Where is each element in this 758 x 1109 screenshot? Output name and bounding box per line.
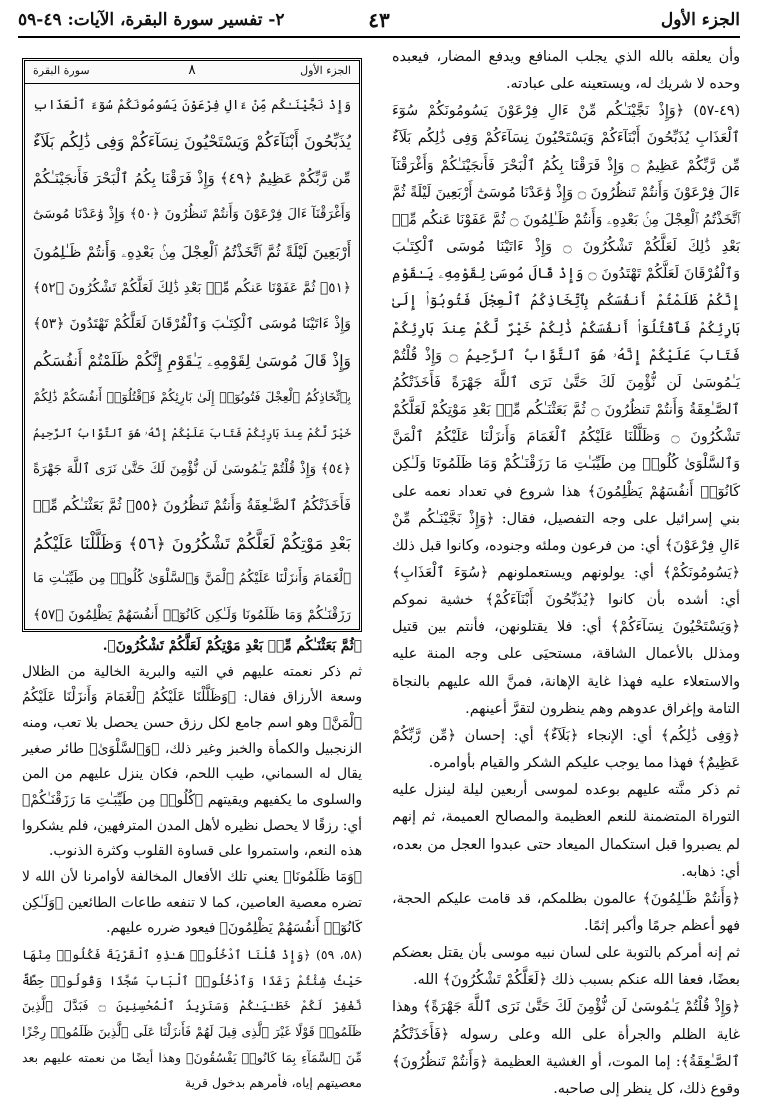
paragraph: ﴿وَفِى ذَٰلِكُم﴾ أي: الإنجاء ﴿بَلَآءٌ﴾ أي: إحسان ﴿مِّن رَّبِّكُمْ عَظِيمٌ﴾ فهذا مما يوجب عليكم الشكر والقيام بأوامره. (392, 727, 740, 772)
paragraph: ﴿وَإِذْ قُلْتُمْ يَـٰمُوسَىٰ لَن نُّؤْمِنَ لَكَ حَتَّىٰ نَرَى ٱللَّهَ جَهْرَةً﴾ وهذا غاية الظلم والجرأة على الله وعلى رسوله ﴿فَأَخَذَتْكُمُ ٱلصَّـٰعِقَةُ﴾: إما الموت، أو الغشية العظيمة ﴿وَأَنتُمْ تَنظُرُونَ﴾ وقوع ذلك، كل ينظر إلى صاحبه. (392, 999, 740, 1097)
paragraph: ﴿وَمَا ظَلَمُونَا﴾ يعني تلك الأفعال المخالفة لأوامرنا لأن الله لا تضره معصية العاصين، كما لا تنفعه طاعات الطائعين ﴿وَلَـٰكِن كَانُوٓا۟ أَنفُسَهُمْ يَظْلِمُونَ﴾ فيعود ضرره عليهم. (22, 868, 362, 937)
mushaf-line: خَيْرٌ لَّكُمْ عِندَ بَارِئِكُمْ فَتَابَ عَلَيْكُمْ إِنَّهُۥ هُوَ ٱلتَّوَّابُ ٱلرَّحِيمُ (33, 426, 351, 440)
paragraph: ثم ذكر نعمته عليهم في التيه والبرية الخالية من الظلال وسعة الأرزاق فقال: ﴿وَظَلَّلْنَا عَلَيْكُمُ ٱلْغَمَامَ وَأَنزَلْنَا عَلَيْكُمُ ٱلْمَنَّ﴾ وهو اسم جامع لكل رزق حسن يحصل بلا تعب، ومنه الزنجبيل والكمأة والخبز وغير ذلك، ﴿وَٱلسَّلْوَىٰ﴾ طائر صغير يقال له السماني، طيب اللحم، فكان ينزل عليهم من المن والسلوى ما يكفيهم ويقيتهم ﴿كُلُوا۟ مِن طَيِّبَـٰتِ مَا رَزَقْنَـٰكُمْ﴾ أي: رزقًا لا يحصل نظيره لأهل المدن المترفهين، فلم يشكروا هذه النعم، واستمروا على قساوة القلوب وكثرة الذنوب. (22, 663, 362, 860)
mushaf-line: فَأَخَذَتْكُمُ ٱلصَّـٰعِقَةُ وَأَنتُمْ تَنظُرُونَ ﴿٥٥﴾ ثُمَّ بَعَثْنَـٰكُم مِّنۢ (33, 498, 351, 515)
mushaf-line: مِّن رَّبِّكُمْ عَظِيمٌ ﴿٤٩﴾ وَإِذْ فَرَقْنَا بِكُمُ ٱلْبَحْرَ فَأَنجَيْنَـٰكُمْ (33, 169, 351, 187)
mushaf-line: وَأَغْرَقْنَآ ءَالَ فِرْعَوْنَ وَأَنتُمْ تَنظُرُونَ ﴿٥٠﴾ وَإِذْ وَٰعَدْنَا مُوسَىٰٓ (33, 207, 351, 223)
mushaf-line: رَزَقْنَـٰكُمْ وَمَا ظَلَمُونَا وَلَـٰكِن كَانُوٓا۟ أَنفُسَهُمْ يَظْلِمُونَ ﴿٥٧﴾ (33, 607, 351, 623)
page-header (18, 6, 740, 38)
paragraph: (٤٩-٥٧) ﴿وَإِذْ نَجَّيْنَـٰكُم مِّنْ ءَالِ فِرْعَوْنَ يَسُومُونَكُمْ سُوٓءَ ٱلْعَذَابِ يُذَبِّحُونَ أَبْنَآءَكُمْ وَيَسْتَحْيُونَ نِسَآءَكُمْ وَفِى ذَٰلِكُم بَلَآءٌ مِّن رَّبِّكُمْ عَظِيمٌ ۝ وَإِذْ فَرَقْنَا بِكُمُ ٱلْبَحْرَ فَأَنجَيْنَـٰكُمْ وَأَغْرَقْنَآ ءَالَ فِرْعَوْنَ وَأَنتُمْ تَنظُرُونَ ۝ وَإِذْ وَٰعَدْنَا مُوسَىٰٓ أَرْبَعِينَ لَيْلَةً ثُمَّ ٱتَّخَذْتُمُ ٱلْعِجْلَ مِنۢ بَعْدِهِۦ وَأَنتُمْ ظَـٰلِمُونَ ۝ ثُمَّ عَفَوْنَا عَنكُم مِّنۢ بَعْدِ ذَٰلِكَ لَعَلَّكُمْ تَشْكُرُونَ ۝ وَإِذْ ءَاتَيْنَا مُوسَى ٱلْكِتَـٰبَ وَٱلْفُرْقَانَ لَعَلَّكُمْ تَهْتَدُونَ ۝ وَإِذْ قَالَ مُوسَىٰ لِقَوْمِهِۦ يَـٰقَوْمِ إِنَّكُمْ ظَلَمْتُمْ أَنفُسَكُم بِٱتِّخَاذِكُمُ ٱلْعِجْلَ فَتُوبُوٓا۟ إِلَىٰ بَارِئِكُمْ فَٱقْتُلُوٓا۟ أَنفُسَكُمْ ذَٰلِكُمْ خَيْرٌ لَّكُمْ عِندَ بَارِئِكُمْ فَتَابَ عَلَيْكُمْ إِنَّهُۥ هُوَ ٱلتَّوَّابُ ٱلرَّحِيمُ ۝ وَإِذْ قُلْتُمْ يَـٰمُوسَىٰ لَن نُّؤْمِنَ لَكَ حَتَّىٰ نَرَى ٱللَّهَ جَهْرَةً فَأَخَذَتْكُمُ ٱلصَّـٰعِقَةُ وَأَنتُمْ تَنظُرُونَ ۝ ثُمَّ بَعَثْنَـٰكُم مِّنۢ بَعْدِ مَوْتِكُمْ لَعَلَّكُمْ تَشْكُرُونَ ۝ وَظَلَّلْنَا عَلَيْكُمُ ٱلْغَمَامَ وَأَنزَلْنَا عَلَيْكُمُ ٱلْمَنَّ وَٱلسَّلْوَىٰ كُلُوا۟ مِن طَيِّبَـٰتِ مَا رَزَقْنَـٰكُمْ وَمَا ظَلَمُونَا وَلَـٰكِن كَانُوٓا۟ أَنفُسَهُمْ يَظْلِمُونَ﴾ هذا شروع في تعداد نعمه على بني إسرائيل على وجه التفصيل، فقال: ﴿وَإِذْ نَجَّيْنَـٰكُم مِّنْ ءَالِ فِرْعَوْنَ﴾ أي: من فرعون وملئه وجنوده، وكانوا قبل ذلك ﴿يَسُومُونَكُمْ﴾ أي: يولونهم ويستعملونهم ﴿سُوٓءَ ٱلْعَذَابِ﴾ أي: أشده بأن كانوا ﴿يُذَبِّحُونَ أَبْنَآءَكُمْ﴾ خشية نموكم ﴿وَيَسْتَحْيُونَ نِسَآءَكُمْ﴾ أي: فلا يقتلونهن، فأنتم بين قتيل ومذلل بالأعمال الشاقة، مستحيَى على وجه المنة عليه والاستعلاء عليه فهذا غاية الإهانة، فمنَّ الله عليهم بالنجاة التامة وإغراق عدوهم وهم ينظرون لتقرَّ أعينهم. (392, 103, 741, 717)
page-number: ٤٣ (368, 8, 390, 32)
right-column (392, 44, 740, 1103)
paragraph: ﴿وَأَنتُمْ ظَـٰلِمُونَ﴾ عالمون بظلمكم، قد قامت عليكم الحجة، فهو أعظم جرمًا وأكبر إثمًا. (392, 890, 740, 934)
mushaf-juz-label: الجزء الأول (300, 64, 351, 77)
mushaf-line: بَعْدِ مَوْتِكُمْ لَعَلَّكُمْ تَشْكُرُونَ ﴿٥٦﴾ وَظَلَّلْنَا عَلَيْكُمُ (33, 532, 351, 553)
mushaf-page-number: ٨ (188, 62, 196, 78)
mushaf-line: وَإِذْ قَالَ مُوسَىٰ لِقَوْمِهِۦ يَـٰقَوْمِ إِنَّكُمْ ظَلَمْتُمْ أَنفُسَكُم (33, 351, 351, 370)
header-volume: الجزء الأول (660, 10, 740, 30)
header-section-title: ٢- تفسير سورة البقرة، الآيات: ٤٩-٥٩ (18, 10, 285, 30)
mushaf-surah-label: سورة البقرة (33, 64, 90, 77)
mushaf-text (25, 84, 359, 638)
mushaf-line: ﴿٥٤﴾ وَإِذْ قُلْتُمْ يَـٰمُوسَىٰ لَن نُّؤْمِنَ لَكَ حَتَّىٰ نَرَى ٱللَّهَ جَهْرَةً (33, 462, 351, 478)
left-column (22, 634, 362, 1096)
mushaf-line: بِٱتِّخَاذِكُمُ ٱلْعِجْلَ فَتُوبُوٓا۟ إِلَىٰ بَارِئِكُمْ فَٱقْتُلُوٓا۟ أَنفُسَكُمْ ذَٰلِكُمْ (33, 389, 351, 405)
mushaf-page-frame (22, 58, 362, 632)
mushaf-line: ﴿٥١﴾ ثُمَّ عَفَوْنَا عَنكُم مِّنۢ بَعْدِ ذَٰلِكَ لَعَلَّكُمْ تَشْكُرُونَ ﴿٥٢﴾ (33, 280, 351, 297)
mushaf-line: يُذَبِّحُونَ أَبْنَآءَكُمْ وَيَسْتَحْيُونَ نِسَآءَكُمْ وَفِى ذَٰلِكُم بَلَآءٌ (33, 132, 351, 152)
mushaf-line: ٱلْغَمَامَ وَأَنزَلْنَا عَلَيْكُمُ ٱلْمَنَّ وَٱلسَّلْوَىٰ كُلُوا۟ مِن طَيِّبَـٰتِ مَا (33, 571, 351, 587)
mushaf-header (25, 61, 359, 84)
mushaf-line: أَرْبَعِينَ لَيْلَةً ثُمَّ ٱتَّخَذْتُمُ ٱلْعِجْلَ مِنۢ بَعْدِهِۦ وَأَنتُمْ ظَـٰلِمُونَ (33, 242, 351, 261)
mushaf-line: وَإِذْ ءَاتَيْنَا مُوسَى ٱلْكِتَـٰبَ وَٱلْفُرْقَانَ لَعَلَّكُمْ تَهْتَدُونَ ﴿٥٣﴾ (33, 316, 351, 333)
paragraph: وأن يعلقه بالله الذي يجلب المنافع ويدفع المضار، فيعبده وحده لا شريك له، ويستعينه على عبادته. (392, 49, 740, 93)
paragraph: ﴿ثُمَّ بَعَثْنَـٰكُم مِّنۢ بَعْدِ مَوْتِكُمْ لَعَلَّكُمْ تَشْكُرُونَ﴾. (102, 638, 362, 654)
paragraph: ثم ذكر منَّته عليهم بوعده لموسى أربعين ليلة لينزل عليه التوراة المتضمنة للنعم العظيمة والمصالح العميمة، ثم إنهم لم يصبروا قبل استكمال الميعاد حتى عبدوا العجل من بعده، أي: ذهابه. (392, 782, 740, 880)
paragraph: ثم إنه أمركم بالتوبة على لسان نبيه موسى بأن يقتل بعضكم بعضًا، فعفا الله عنكم بسبب ذلك ﴿لَعَلَّكُمْ تَشْكُرُونَ﴾ الله. (392, 945, 740, 989)
paragraph: (٥٨، ٥٩) ﴿وَإِذْ قُلْنَا ٱدْخُلُوا۟ هَـٰذِهِ ٱلْقَرْيَةَ فَكُلُوا۟ مِنْهَا حَيْثُ شِئْتُمْ رَغَدًا وَٱدْخُلُوا۟ ٱلْبَابَ سُجَّدًا وَقُولُوا۟ حِطَّةٌ نَّغْفِرْ لَكُمْ خَطَـٰيَـٰكُمْ وَسَنَزِيدُ ٱلْمُحْسِنِينَ ۝ فَبَدَّلَ ٱلَّذِينَ ظَلَمُوا۟ قَوْلًا غَيْرَ ٱلَّذِى قِيلَ لَهُمْ فَأَنزَلْنَا عَلَى ٱلَّذِينَ ظَلَمُوا۟ رِجْزًا مِّنَ ٱلسَّمَآءِ بِمَا كَانُوا۟ يَفْسُقُونَ﴾ وهذا أيضًا من نعمته عليهم بعد معصيتهم إياه، فأمرهم بدخول قرية (22, 946, 362, 1091)
mushaf-line: وَإِذْ نَجَّيْنَـٰكُم مِّنْ ءَالِ فِرْعَوْنَ يَسُومُونَكُمْ سُوٓءَ ٱلْعَذَابِ (33, 98, 351, 113)
